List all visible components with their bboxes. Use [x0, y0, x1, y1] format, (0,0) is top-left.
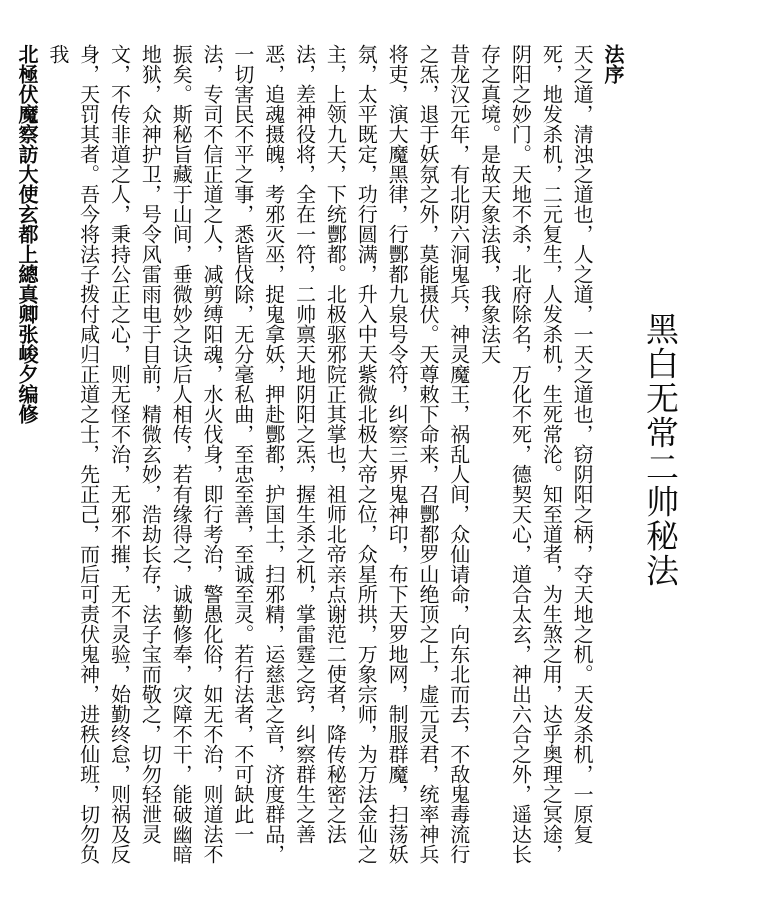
text-column: 天之道，清浊之道也，人之道，一天之道也，窃阴阳之柄，夺天地之机。天发杀机，一原复: [570, 44, 595, 844]
text-column: 死，地发杀机，二元复生，人发杀机，生死常沦。知至道者，为生煞之用，达乎奥理之冥途，: [539, 44, 564, 864]
text-column: 地狱，众神护卫，号令风雷雨电于目前，精微玄妙，浩劫长存，法子宝而敬之，切勿轻泄灵: [138, 44, 163, 844]
text-column: 存之真境。是故天象法我，我象法天: [477, 44, 502, 364]
text-column: 我: [45, 44, 70, 64]
text-column: 法，差神役将，全在一符，二帅禀天地阴阳之炁，握生杀之机，掌雷霆之窍，纠察群生之善: [292, 44, 317, 844]
text-column: 振矣。斯秘旨藏于山间，垂微妙之诀后人相传，若有缘得之，诚勤修奉，灾障不干，能破幽暗: [169, 44, 194, 864]
text-column: 身，天罚其者。吾今将法子拨付咸归正道之士，先正己，而后可责伏鬼神，进秩仙班，切勿负: [76, 44, 101, 864]
text-column: 昔龙汉元年，有北阴六洞鬼兵，神灵魔王，祸乱人间，众仙请命，向东北而去，不敌鬼毒流行: [446, 44, 471, 864]
document-title: 黑白无常二帅秘法: [641, 312, 680, 588]
section-heading: 法序: [601, 44, 625, 84]
text-column: 将吏，演大魔黑律，行酆都九泉号令符，纠察三界鬼神印，布下天罗地网，制服群魔，扫荡妖: [385, 44, 410, 864]
text-column: 氛，太平既定，功行圆满，升入中天紫微北极大帝之位，众星所拱，万象宗师，为万法金仙之: [354, 44, 379, 864]
text-column: 法，专司不信正道之人，减剪缚阳魂，水火伐身，即行考治，警愚化俗，如无不治，则道法不: [200, 44, 225, 864]
text-column: 阴阳之妙门。天地不杀，北府除名，万化不死，德契天心，道合太玄，神出六合之外，遥达长: [508, 44, 533, 864]
author-line: 北極伏魔察訪大使玄都上總真卿张峻夕编修: [14, 44, 39, 424]
text-column: 一切害民不平之事，悉皆伐除，无分毫私曲，至忠至善，至诚至灵。若行法者，不可缺此一: [230, 44, 255, 844]
text-column: 恶，追魂摄魄，考邪灭巫，捉鬼拿妖，押赴酆都，护国土，扫邪精，运慈悲之音，济度群品，: [261, 44, 286, 864]
text-column: 主，上领九天，下统酆都。北极驱邪院正其掌也，祖师北帝亲点谢范二使者，降传秘密之法: [323, 44, 348, 844]
text-column: 文，不传非道之人，秉持公正之心，则无怪不治，无邪不摧，无不灵验，始勤终怠，则祸及反: [107, 44, 132, 864]
document-body: [11, 44, 628, 889]
text-column: 之炁，退于妖氛之外，莫能摄伏。天尊敕下命来，召酆都罗山绝顶之上，虚元灵君，统率神兵: [415, 44, 440, 864]
